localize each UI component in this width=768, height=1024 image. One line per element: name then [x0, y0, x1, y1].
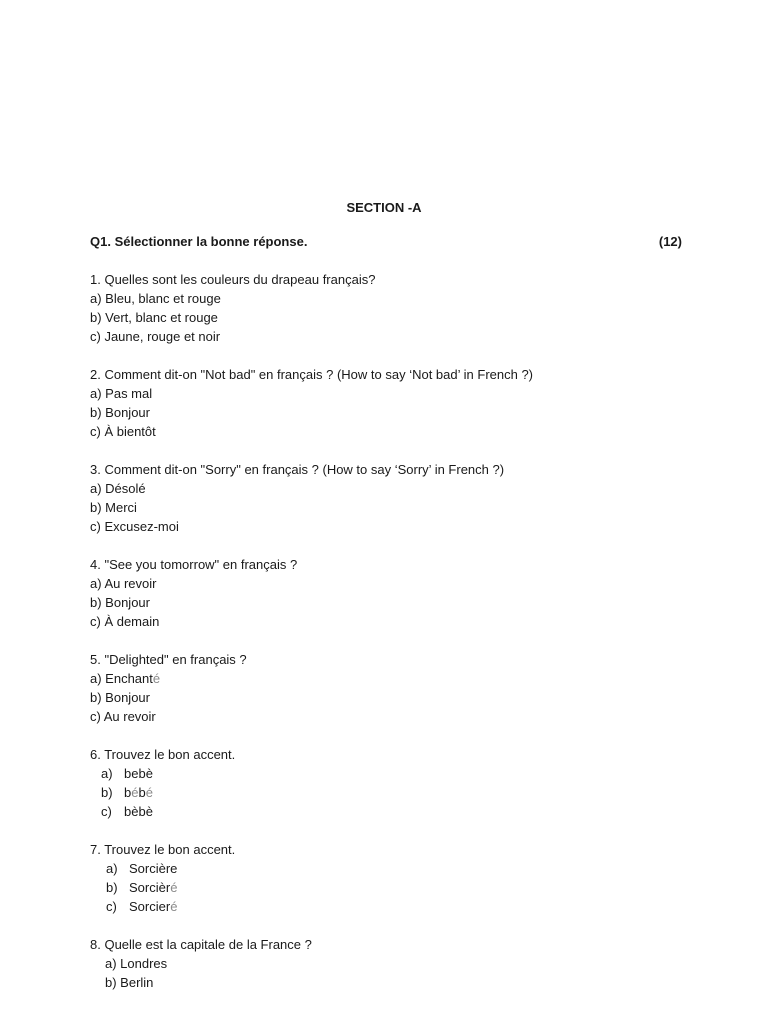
answer-option: c) À demain [90, 614, 160, 629]
option-text: Sorcier [129, 899, 171, 914]
answer-option: b) Vert, blanc et rouge [90, 310, 218, 325]
question-list [90, 270, 690, 1011]
option-letter: a) [101, 766, 113, 781]
answer-option: c) Excusez-moi [90, 519, 179, 534]
answer-option: a) Désolé [90, 481, 146, 496]
option-text: bebè [124, 766, 153, 781]
answer-option: a) Pas mal [90, 386, 153, 401]
question-6 [90, 745, 690, 821]
question-4 [90, 555, 690, 631]
question-prompt: 8. Quelle est la capitale de la France ? [90, 937, 312, 952]
answer-option: a) Au revoir [90, 576, 157, 591]
question-prompt: 5. "Delighted" en français ? [90, 652, 247, 667]
option-accent: é [170, 880, 178, 895]
question-3 [90, 460, 690, 536]
option-text: Sorcièr [129, 880, 171, 895]
question-2 [90, 365, 690, 441]
answer-option: c) À bientôt [90, 424, 156, 439]
option-accent: é [152, 671, 161, 686]
question-prompt: 2. Comment dit-on "Not bad" en français ? (How to say ‘Not bad’ in French ?) [90, 367, 534, 382]
answer-option [90, 802, 690, 821]
answer-option [90, 783, 690, 802]
question-heading-label: Q1. Sélectionner la bonne réponse. [90, 234, 308, 249]
option-text: Sorcière [129, 861, 178, 876]
question-8 [90, 935, 690, 992]
option-letter: a) [106, 861, 118, 876]
answer-option [90, 878, 690, 897]
question-prompt: 6. Trouvez le bon accent. [90, 747, 236, 762]
marks-label: (12) [658, 234, 682, 249]
option-text: b [124, 785, 132, 800]
answer-option: b) Merci [90, 500, 137, 515]
option-accent: é [145, 785, 153, 800]
answer-option: a) Londres [105, 956, 168, 971]
option-text: a) Enchant [90, 671, 153, 686]
question-1 [90, 270, 690, 346]
question-prompt: 4. "See you tomorrow" en français ? [90, 557, 298, 572]
answer-option: c) Jaune, rouge et noir [90, 329, 221, 344]
question-5 [90, 650, 690, 726]
answer-option [90, 859, 690, 878]
section-title: SECTION -A [346, 200, 422, 215]
answer-option: b) Bonjour [90, 595, 150, 610]
question-prompt: 3. Comment dit-on "Sorry" en français ? (How to say ‘Sorry’ in French ?) [90, 462, 505, 477]
answer-option: c) Au revoir [90, 709, 156, 724]
question-prompt: 7. Trouvez le bon accent. [90, 842, 236, 857]
option-text: b [138, 785, 146, 800]
question-heading [90, 232, 682, 251]
answer-option: b) Bonjour [90, 690, 150, 705]
answer-option [90, 669, 690, 688]
option-letter: c) [101, 804, 112, 819]
option-letter: b) [106, 880, 118, 895]
answer-option [90, 764, 690, 783]
option-letter: b) [101, 785, 113, 800]
answer-option: a) Bleu, blanc et rouge [90, 291, 221, 306]
option-accent: é [131, 785, 139, 800]
question-7 [90, 840, 690, 916]
answer-option: b) Berlin [105, 975, 154, 990]
option-accent: é [170, 899, 178, 914]
answer-option [90, 897, 690, 916]
option-text: bèbè [124, 804, 153, 819]
question-prompt: 1. Quelles sont les couleurs du drapeau français? [90, 272, 376, 287]
option-letter: c) [106, 899, 117, 914]
answer-option: b) Bonjour [90, 405, 150, 420]
